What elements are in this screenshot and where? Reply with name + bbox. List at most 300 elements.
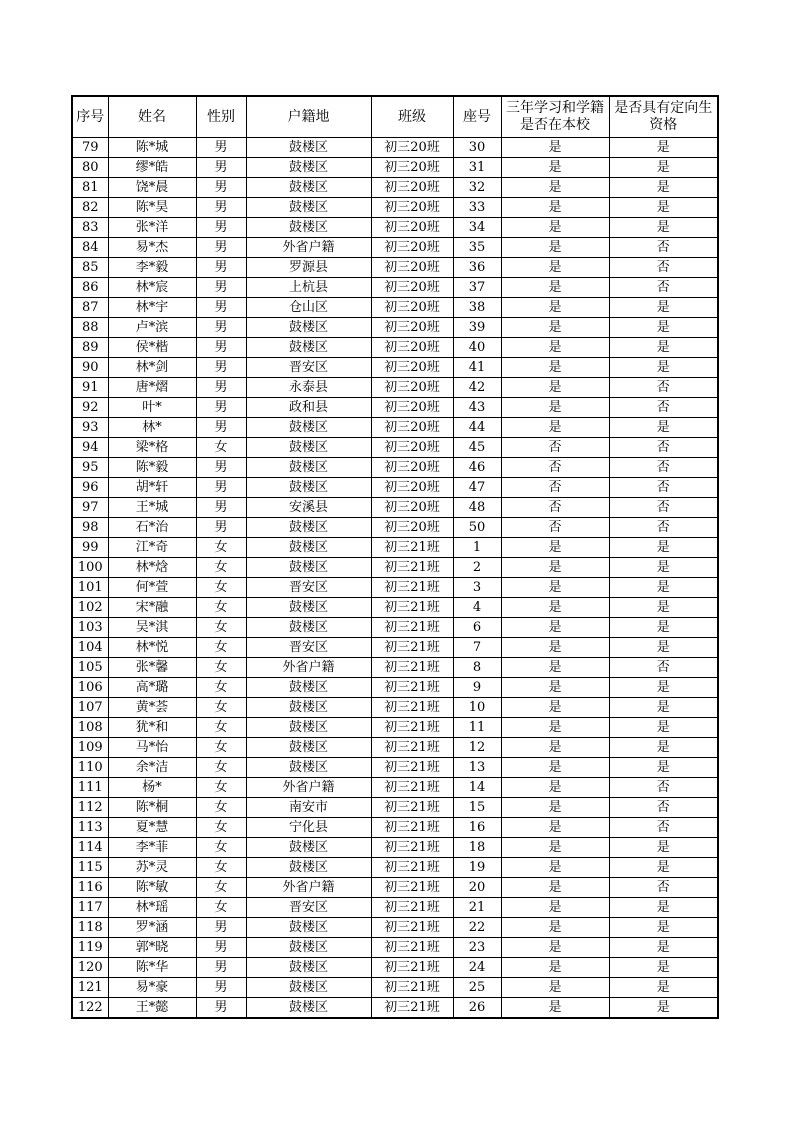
table-row <box>72 198 718 218</box>
col-seat-cell: 36 <box>453 258 501 278</box>
col-gender-cell: 男 <box>196 378 246 398</box>
col-index-cell: 114 <box>72 838 108 858</box>
col-class-cell: 初三20班 <box>371 438 453 458</box>
col-hukou-cell: 鼓楼区 <box>246 418 371 438</box>
col-three-years-cell: 是 <box>501 258 609 278</box>
col-hukou-cell: 外省户籍 <box>246 658 371 678</box>
col-index-cell: 103 <box>72 618 108 638</box>
col-name-cell: 胡*轩 <box>108 478 196 498</box>
col-seat-cell: 11 <box>453 718 501 738</box>
col-seat-cell: 24 <box>453 958 501 978</box>
col-seat-cell: 23 <box>453 938 501 958</box>
col-index-cell: 100 <box>72 558 108 578</box>
col-three-years-cell: 是 <box>501 898 609 918</box>
header-col-seat: 座号 <box>453 96 501 138</box>
col-class-cell: 初三21班 <box>371 978 453 998</box>
col-three-years-cell: 是 <box>501 958 609 978</box>
col-qualification-cell: 是 <box>609 358 718 378</box>
col-gender-cell: 女 <box>196 878 246 898</box>
col-gender-cell: 男 <box>196 278 246 298</box>
col-three-years-cell: 是 <box>501 158 609 178</box>
col-class-cell: 初三21班 <box>371 818 453 838</box>
col-gender-cell: 男 <box>196 198 246 218</box>
col-qualification-cell: 是 <box>609 298 718 318</box>
col-qualification-cell: 否 <box>609 438 718 458</box>
col-class-cell: 初三20班 <box>371 258 453 278</box>
col-qualification-cell: 否 <box>609 658 718 678</box>
col-index-cell: 92 <box>72 398 108 418</box>
col-class-cell: 初三20班 <box>371 518 453 538</box>
col-index-cell: 85 <box>72 258 108 278</box>
col-index-cell: 93 <box>72 418 108 438</box>
col-gender-cell: 女 <box>196 838 246 858</box>
col-qualification-cell: 否 <box>609 238 718 258</box>
col-gender-cell: 女 <box>196 678 246 698</box>
col-three-years-cell: 是 <box>501 598 609 618</box>
col-name-cell: 饶*晨 <box>108 178 196 198</box>
col-three-years-cell: 否 <box>501 458 609 478</box>
col-qualification-cell: 是 <box>609 918 718 938</box>
col-hukou-cell: 宁化县 <box>246 818 371 838</box>
col-hukou-cell: 仓山区 <box>246 298 371 318</box>
col-name-cell: 林*剑 <box>108 358 196 378</box>
table-row <box>72 478 718 498</box>
table-row <box>72 418 718 438</box>
col-qualification-cell: 是 <box>609 618 718 638</box>
col-name-cell: 夏*慧 <box>108 818 196 838</box>
col-hukou-cell: 鼓楼区 <box>246 938 371 958</box>
col-index-cell: 110 <box>72 758 108 778</box>
col-seat-cell: 44 <box>453 418 501 438</box>
table-row <box>72 638 718 658</box>
col-qualification-cell: 否 <box>609 498 718 518</box>
col-index-cell: 118 <box>72 918 108 938</box>
table-row <box>72 578 718 598</box>
col-index-cell: 112 <box>72 798 108 818</box>
col-three-years-cell: 是 <box>501 618 609 638</box>
col-hukou-cell: 鼓楼区 <box>246 998 371 1019</box>
col-qualification-cell: 是 <box>609 898 718 918</box>
col-seat-cell: 39 <box>453 318 501 338</box>
col-index-cell: 120 <box>72 958 108 978</box>
col-class-cell: 初三20班 <box>371 158 453 178</box>
col-qualification-cell: 是 <box>609 638 718 658</box>
col-three-years-cell: 是 <box>501 698 609 718</box>
col-class-cell: 初三20班 <box>371 138 453 158</box>
col-seat-cell: 50 <box>453 518 501 538</box>
col-name-cell: 江*奇 <box>108 538 196 558</box>
col-qualification-cell: 是 <box>609 598 718 618</box>
col-gender-cell: 女 <box>196 598 246 618</box>
col-index-cell: 79 <box>72 138 108 158</box>
col-hukou-cell: 鼓楼区 <box>246 958 371 978</box>
col-gender-cell: 男 <box>196 138 246 158</box>
col-qualification-cell: 否 <box>609 278 718 298</box>
table-row <box>72 378 718 398</box>
col-name-cell: 李*毅 <box>108 258 196 278</box>
col-seat-cell: 45 <box>453 438 501 458</box>
header-col-name: 姓名 <box>108 96 196 138</box>
col-seat-cell: 20 <box>453 878 501 898</box>
col-name-cell: 林*悦 <box>108 638 196 658</box>
col-index-cell: 94 <box>72 438 108 458</box>
col-index-cell: 91 <box>72 378 108 398</box>
table-row <box>72 598 718 618</box>
col-class-cell: 初三21班 <box>371 878 453 898</box>
col-seat-cell: 32 <box>453 178 501 198</box>
col-three-years-cell: 是 <box>501 358 609 378</box>
col-class-cell: 初三20班 <box>371 458 453 478</box>
col-three-years-cell: 是 <box>501 378 609 398</box>
col-index-cell: 102 <box>72 598 108 618</box>
col-three-years-cell: 否 <box>501 478 609 498</box>
col-hukou-cell: 鼓楼区 <box>246 978 371 998</box>
col-qualification-cell: 是 <box>609 338 718 358</box>
col-seat-cell: 48 <box>453 498 501 518</box>
col-name-cell: 易*杰 <box>108 238 196 258</box>
table-body <box>72 138 718 1019</box>
col-three-years-cell: 是 <box>501 298 609 318</box>
col-three-years-cell: 是 <box>501 778 609 798</box>
col-hukou-cell: 鼓楼区 <box>246 678 371 698</box>
col-three-years-cell: 是 <box>501 638 609 658</box>
table-row <box>72 458 718 478</box>
col-class-cell: 初三21班 <box>371 918 453 938</box>
col-hukou-cell: 罗源县 <box>246 258 371 278</box>
student-table <box>71 95 719 1019</box>
col-hukou-cell: 鼓楼区 <box>246 598 371 618</box>
table-row <box>72 238 718 258</box>
col-gender-cell: 男 <box>196 458 246 478</box>
table-row <box>72 758 718 778</box>
col-hukou-cell: 鼓楼区 <box>246 538 371 558</box>
col-qualification-cell: 是 <box>609 418 718 438</box>
col-gender-cell: 女 <box>196 438 246 458</box>
col-hukou-cell: 鼓楼区 <box>246 718 371 738</box>
col-index-cell: 84 <box>72 238 108 258</box>
col-hukou-cell: 鼓楼区 <box>246 918 371 938</box>
col-gender-cell: 男 <box>196 258 246 278</box>
col-three-years-cell: 是 <box>501 758 609 778</box>
col-qualification-cell: 是 <box>609 558 718 578</box>
col-seat-cell: 46 <box>453 458 501 478</box>
col-gender-cell: 男 <box>196 398 246 418</box>
table-row <box>72 938 718 958</box>
col-gender-cell: 女 <box>196 898 246 918</box>
col-three-years-cell: 是 <box>501 838 609 858</box>
col-name-cell: 吴*淇 <box>108 618 196 638</box>
col-class-cell: 初三21班 <box>371 738 453 758</box>
col-seat-cell: 40 <box>453 338 501 358</box>
col-gender-cell: 女 <box>196 578 246 598</box>
table-row <box>72 878 718 898</box>
col-gender-cell: 男 <box>196 418 246 438</box>
col-qualification-cell: 否 <box>609 398 718 418</box>
col-index-cell: 89 <box>72 338 108 358</box>
table-row <box>72 958 718 978</box>
col-qualification-cell: 是 <box>609 178 718 198</box>
table-row <box>72 798 718 818</box>
col-name-cell: 张*洋 <box>108 218 196 238</box>
col-three-years-cell: 是 <box>501 398 609 418</box>
col-name-cell: 叶* <box>108 398 196 418</box>
table-row <box>72 778 718 798</box>
col-class-cell: 初三21班 <box>371 958 453 978</box>
table-row <box>72 178 718 198</box>
col-index-cell: 113 <box>72 818 108 838</box>
col-gender-cell: 男 <box>196 938 246 958</box>
col-qualification-cell: 是 <box>609 938 718 958</box>
col-name-cell: 梁*格 <box>108 438 196 458</box>
col-name-cell: 林*瑶 <box>108 898 196 918</box>
table-row <box>72 978 718 998</box>
col-index-cell: 98 <box>72 518 108 538</box>
col-qualification-cell: 是 <box>609 218 718 238</box>
col-class-cell: 初三21班 <box>371 638 453 658</box>
col-three-years-cell: 否 <box>501 518 609 538</box>
col-class-cell: 初三21班 <box>371 858 453 878</box>
header-row <box>72 96 718 138</box>
col-qualification-cell: 否 <box>609 258 718 278</box>
col-hukou-cell: 鼓楼区 <box>246 698 371 718</box>
col-three-years-cell: 是 <box>501 338 609 358</box>
col-hukou-cell: 鼓楼区 <box>246 158 371 178</box>
col-name-cell: 卢*滨 <box>108 318 196 338</box>
col-seat-cell: 35 <box>453 238 501 258</box>
col-name-cell: 余*洁 <box>108 758 196 778</box>
col-gender-cell: 男 <box>196 998 246 1019</box>
col-index-cell: 83 <box>72 218 108 238</box>
col-gender-cell: 女 <box>196 718 246 738</box>
col-qualification-cell: 是 <box>609 678 718 698</box>
col-class-cell: 初三21班 <box>371 938 453 958</box>
col-seat-cell: 12 <box>453 738 501 758</box>
table-row <box>72 338 718 358</box>
col-three-years-cell: 是 <box>501 558 609 578</box>
header-col-three-years: 三年学习和学籍是否在本校 <box>501 96 609 138</box>
col-hukou-cell: 鼓楼区 <box>246 478 371 498</box>
col-index-cell: 88 <box>72 318 108 338</box>
col-name-cell: 何*萱 <box>108 578 196 598</box>
col-name-cell: 陈*华 <box>108 958 196 978</box>
col-gender-cell: 男 <box>196 218 246 238</box>
col-gender-cell: 男 <box>196 238 246 258</box>
col-three-years-cell: 是 <box>501 718 609 738</box>
col-seat-cell: 30 <box>453 138 501 158</box>
col-hukou-cell: 鼓楼区 <box>246 318 371 338</box>
col-index-cell: 96 <box>72 478 108 498</box>
col-hukou-cell: 安溪县 <box>246 498 371 518</box>
col-class-cell: 初三21班 <box>371 838 453 858</box>
col-gender-cell: 女 <box>196 638 246 658</box>
table-row <box>72 158 718 178</box>
col-name-cell: 林* <box>108 418 196 438</box>
col-class-cell: 初三20班 <box>371 478 453 498</box>
col-class-cell: 初三20班 <box>371 298 453 318</box>
table-row <box>72 498 718 518</box>
table-row <box>72 618 718 638</box>
col-gender-cell: 女 <box>196 818 246 838</box>
col-class-cell: 初三20班 <box>371 378 453 398</box>
col-seat-cell: 43 <box>453 398 501 418</box>
col-hukou-cell: 鼓楼区 <box>246 338 371 358</box>
col-gender-cell: 男 <box>196 338 246 358</box>
col-seat-cell: 33 <box>453 198 501 218</box>
col-name-cell: 王*懿 <box>108 998 196 1019</box>
col-three-years-cell: 是 <box>501 238 609 258</box>
col-name-cell: 李*菲 <box>108 838 196 858</box>
col-index-cell: 115 <box>72 858 108 878</box>
col-seat-cell: 13 <box>453 758 501 778</box>
col-gender-cell: 女 <box>196 698 246 718</box>
col-hukou-cell: 鼓楼区 <box>246 738 371 758</box>
table-row <box>72 138 718 158</box>
col-gender-cell: 男 <box>196 498 246 518</box>
col-index-cell: 117 <box>72 898 108 918</box>
col-seat-cell: 14 <box>453 778 501 798</box>
header-col-gender: 性别 <box>196 96 246 138</box>
col-name-cell: 张*馨 <box>108 658 196 678</box>
col-three-years-cell: 是 <box>501 998 609 1019</box>
col-qualification-cell: 是 <box>609 698 718 718</box>
col-class-cell: 初三21班 <box>371 718 453 738</box>
col-three-years-cell: 是 <box>501 278 609 298</box>
table-header <box>72 96 718 138</box>
col-index-cell: 105 <box>72 658 108 678</box>
col-name-cell: 陈*桐 <box>108 798 196 818</box>
col-seat-cell: 8 <box>453 658 501 678</box>
col-qualification-cell: 是 <box>609 718 718 738</box>
table-row <box>72 738 718 758</box>
table-row <box>72 258 718 278</box>
col-gender-cell: 男 <box>196 298 246 318</box>
col-class-cell: 初三20班 <box>371 198 453 218</box>
table-row <box>72 438 718 458</box>
col-qualification-cell: 是 <box>609 198 718 218</box>
col-three-years-cell: 是 <box>501 678 609 698</box>
col-three-years-cell: 是 <box>501 178 609 198</box>
col-class-cell: 初三20班 <box>371 278 453 298</box>
table-row <box>72 818 718 838</box>
col-seat-cell: 21 <box>453 898 501 918</box>
col-gender-cell: 女 <box>196 618 246 638</box>
col-three-years-cell: 是 <box>501 798 609 818</box>
col-class-cell: 初三20班 <box>371 358 453 378</box>
col-gender-cell: 女 <box>196 798 246 818</box>
col-name-cell: 易*豪 <box>108 978 196 998</box>
col-name-cell: 林*焓 <box>108 558 196 578</box>
col-qualification-cell: 是 <box>609 858 718 878</box>
col-hukou-cell: 鼓楼区 <box>246 178 371 198</box>
col-gender-cell: 女 <box>196 658 246 678</box>
table-row <box>72 898 718 918</box>
col-hukou-cell: 晋安区 <box>246 638 371 658</box>
col-name-cell: 陈*昊 <box>108 198 196 218</box>
table-row <box>72 358 718 378</box>
col-three-years-cell: 是 <box>501 138 609 158</box>
col-qualification-cell: 是 <box>609 978 718 998</box>
col-qualification-cell: 是 <box>609 998 718 1019</box>
header-col-qualification: 是否具有定向生资格 <box>609 96 718 138</box>
col-hukou-cell: 外省户籍 <box>246 778 371 798</box>
col-hukou-cell: 鼓楼区 <box>246 138 371 158</box>
col-gender-cell: 男 <box>196 958 246 978</box>
col-qualification-cell: 否 <box>609 478 718 498</box>
col-name-cell: 王*城 <box>108 498 196 518</box>
col-qualification-cell: 否 <box>609 458 718 478</box>
col-class-cell: 初三21班 <box>371 538 453 558</box>
col-three-years-cell: 是 <box>501 198 609 218</box>
col-gender-cell: 女 <box>196 758 246 778</box>
col-qualification-cell: 是 <box>609 578 718 598</box>
col-seat-cell: 6 <box>453 618 501 638</box>
table-row <box>72 218 718 238</box>
col-seat-cell: 7 <box>453 638 501 658</box>
col-name-cell: 陈*毅 <box>108 458 196 478</box>
col-class-cell: 初三21班 <box>371 658 453 678</box>
col-seat-cell: 9 <box>453 678 501 698</box>
col-index-cell: 108 <box>72 718 108 738</box>
table-row <box>72 558 718 578</box>
col-gender-cell: 男 <box>196 518 246 538</box>
col-seat-cell: 4 <box>453 598 501 618</box>
col-index-cell: 111 <box>72 778 108 798</box>
col-class-cell: 初三20班 <box>371 398 453 418</box>
col-name-cell: 黄*荟 <box>108 698 196 718</box>
col-name-cell: 宋*融 <box>108 598 196 618</box>
col-name-cell: 罗*涵 <box>108 918 196 938</box>
col-hukou-cell: 鼓楼区 <box>246 458 371 478</box>
col-hukou-cell: 鼓楼区 <box>246 618 371 638</box>
col-index-cell: 106 <box>72 678 108 698</box>
col-qualification-cell: 是 <box>609 958 718 978</box>
col-class-cell: 初三21班 <box>371 578 453 598</box>
col-seat-cell: 37 <box>453 278 501 298</box>
col-hukou-cell: 鼓楼区 <box>246 558 371 578</box>
col-three-years-cell: 是 <box>501 658 609 678</box>
col-three-years-cell: 是 <box>501 938 609 958</box>
col-index-cell: 81 <box>72 178 108 198</box>
col-three-years-cell: 是 <box>501 818 609 838</box>
col-seat-cell: 15 <box>453 798 501 818</box>
col-qualification-cell: 否 <box>609 378 718 398</box>
col-seat-cell: 1 <box>453 538 501 558</box>
col-hukou-cell: 晋安区 <box>246 578 371 598</box>
col-gender-cell: 男 <box>196 178 246 198</box>
col-hukou-cell: 永泰县 <box>246 378 371 398</box>
col-three-years-cell: 是 <box>501 538 609 558</box>
col-hukou-cell: 鼓楼区 <box>246 758 371 778</box>
header-col-index: 序号 <box>72 96 108 138</box>
col-qualification-cell: 否 <box>609 798 718 818</box>
col-name-cell: 侯*楷 <box>108 338 196 358</box>
col-seat-cell: 16 <box>453 818 501 838</box>
col-seat-cell: 26 <box>453 998 501 1019</box>
col-name-cell: 石*治 <box>108 518 196 538</box>
col-seat-cell: 10 <box>453 698 501 718</box>
table-row <box>72 318 718 338</box>
col-qualification-cell: 否 <box>609 518 718 538</box>
col-qualification-cell: 否 <box>609 818 718 838</box>
col-class-cell: 初三21班 <box>371 778 453 798</box>
col-name-cell: 马*怡 <box>108 738 196 758</box>
col-index-cell: 104 <box>72 638 108 658</box>
col-qualification-cell: 否 <box>609 778 718 798</box>
col-class-cell: 初三20班 <box>371 218 453 238</box>
col-index-cell: 121 <box>72 978 108 998</box>
col-three-years-cell: 否 <box>501 498 609 518</box>
table-row <box>72 838 718 858</box>
